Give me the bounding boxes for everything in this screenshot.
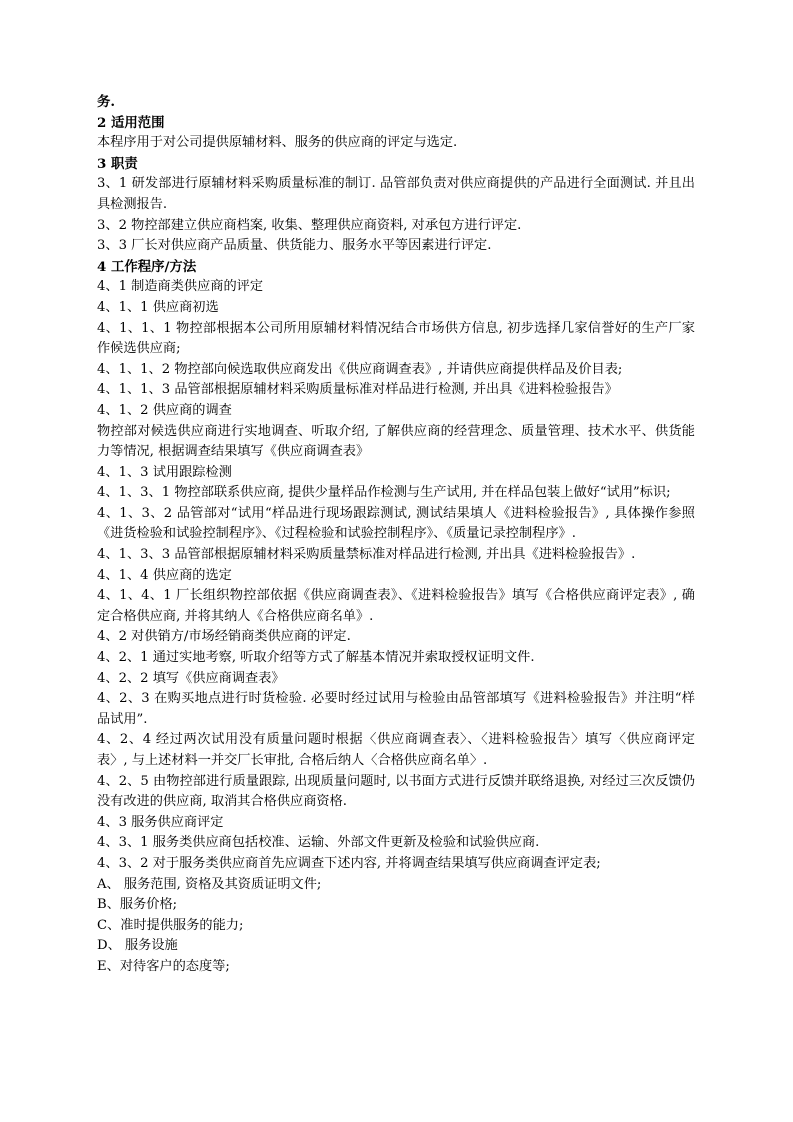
paragraph: 4、1 制造商类供应商的评定 — [97, 279, 264, 295]
section-heading: 3 职责 — [97, 155, 138, 172]
paragraph: 4、1、1、1 物控部根据本公司所用原辅材料情况结合市场供方信息, 初步选择几家信誉好的生产厂家作候选供应商; — [97, 320, 695, 357]
paragraph: 4、1、1 供应商初选 — [97, 299, 219, 315]
section-heading: 4 工作程序/方法 — [97, 258, 197, 275]
section-heading: 2 适用范围 — [97, 114, 165, 131]
paragraph: 4、1、3、3 品管部根据原辅材料采购质量禁标准对样品进行检测, 并出具《进料检验报告》. — [97, 547, 636, 563]
paragraph: 物控部对候选供应商进行实地调查、听取介绍, 了解供应商的经营理念、质量管理、技术水平、供货能力等情况, 根据调查结果填写《供应商调查表》 — [97, 423, 695, 460]
paragraph: 4、3、2 对于服务类供应商首先应调查下述内容, 并将调查结果填写供应商调查评定表; — [97, 855, 601, 871]
paragraph: 4、2 对供销方/市场经销商类供应商的评定. — [97, 629, 351, 645]
lettered-list-item: E、对待客户的态度等; — [97, 958, 230, 974]
paragraph: 4、1、3 试用跟踪检测 — [97, 464, 232, 480]
paragraph: 4、1、1、3 品管部根据原辅材料采购质量标准对样品进行检测, 并出具《进料检验报告》 — [97, 382, 618, 398]
paragraph: 4、2、2 填写《供应商调查表》 — [97, 670, 285, 686]
paragraph: 3、2 物控部建立供应商档案, 收集、整理供应商资料, 对承包方进行评定. — [97, 217, 522, 233]
paragraph: 4、2、1 通过实地考察, 听取介绍等方式了解基本情况并索取授权证明文件. — [97, 650, 535, 666]
lettered-list-item: D、 服务设施 — [97, 938, 178, 954]
paragraph: 4、1、2 供应商的调查 — [97, 402, 232, 418]
paragraph: 4、1、4 供应商的选定 — [97, 567, 232, 583]
paragraph: 4、2、3 在购买地点进行时货检验. 必要时经过试用与检验由品管部填写《进料检验报告》并注明“样品试用”. — [97, 691, 695, 727]
paragraph: 4、3、1 服务类供应商包括校准、运输、外部文件更新及检验和试验供应商. — [97, 835, 540, 851]
paragraph: 4、1、3、1 物控部联系供应商, 提供少量样品作检测与生产试用, 并在样品包装上做好“试用”标识; — [97, 485, 671, 501]
paragraph: 4、1、1、2 物控部向候选取供应商发出《供应商调查表》, 并请供应商提供样品及价目表; — [97, 361, 623, 377]
paragraph: 4、2、5 由物控部进行质量跟踪, 出现质量问题时, 以书面方式进行反馈并联络退换, 对经过三次反馈仍没有改进的供应商, 取消其合格供应商资格. — [97, 773, 695, 810]
paragraph: 4、2、4 经过两次试用没有质量问题时根据〈供应商调查表〉、〈进料检验报告〉填写〈供应商评定表〉, 与上述材料一并交厂长审批, 合格后纳人〈合格供应商名单〉. — [97, 732, 695, 768]
lettered-list-item: C、准时提供服务的能力; — [97, 917, 244, 933]
paragraph: 4、3 服务供应商评定 — [97, 814, 224, 830]
document-body — [97, 92, 695, 978]
paragraph: 本程序用于对公司提供原辅材料、服务的供应商的评定与选定. — [97, 135, 458, 151]
paragraph: 3、1 研发部进行原辅材料采购质量标准的制订. 品管部负责对供应商提供的产品进行全面测试. 并且出具检测报告. — [97, 176, 695, 212]
paragraph: 4、1、4、1 厂长组织物控部依据《供应商调查表》、《进料检验报告》填写《合格供应商评定表》, 确定合格供应商, 并将其纳人《合格供应商名单》. — [97, 588, 695, 624]
paragraph: 4、1、3、2 品管部对“试用“样品进行现场跟踪测试, 测试结果填人《进料检验报告》, 具体操作参照《进货检验和试验控制程序》、《过程检验和试验控制程序》、《质量记录控制程序》. — [97, 505, 695, 542]
lettered-list-item: B、服务价格; — [97, 897, 178, 913]
lettered-list-item: A、 服务范围, 资格及其资质证明文件; — [97, 876, 322, 892]
paragraph: 3、3 厂长对供应商产品质量、供货能力、服务水平等因素进行评定. — [97, 238, 492, 254]
section-heading: 务. — [97, 94, 116, 110]
